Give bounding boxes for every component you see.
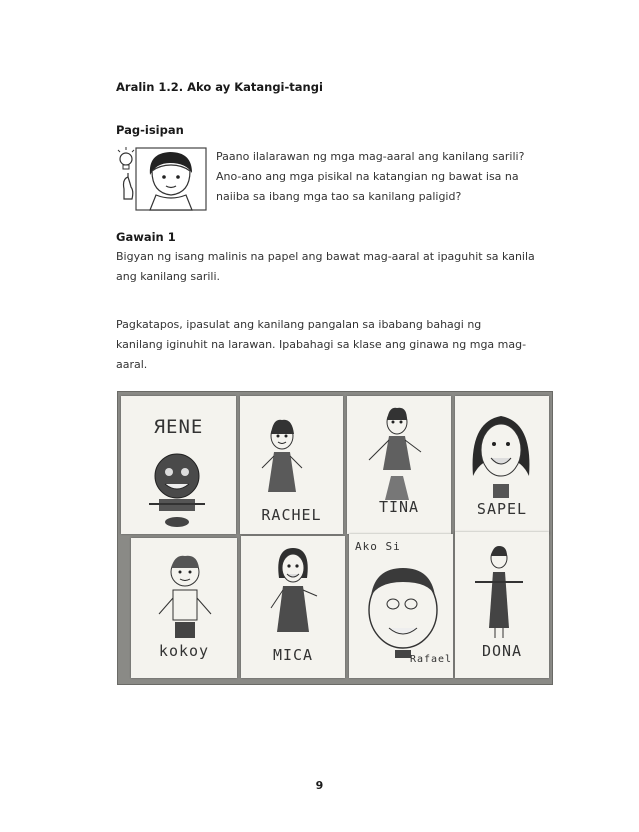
drawing-sapel: [455, 396, 549, 534]
drawing-rene: [121, 396, 236, 534]
paragraph-line: Pagkatapos, ipasulat ang kanilang pangalan sa ibabang bahagi ng: [116, 318, 482, 331]
think-heading: Pag-isipan: [116, 123, 184, 137]
drawing-dona: [455, 532, 549, 678]
drawing-name: RACHEL: [261, 506, 322, 524]
drawing-name: Rafael: [409, 654, 453, 665]
question-line: Paano ilalarawan ng mga mag-aaral ang kanilang sarili?: [216, 150, 525, 163]
drawing-tina: [347, 396, 451, 534]
paragraph-line: ang kanilang sarili.: [116, 270, 221, 283]
activity-heading: Gawain 1: [116, 230, 176, 244]
activity-instruction-2: [116, 315, 566, 375]
paragraph-line: Bigyan ng isang malinis na papel ang bawat mag-aaral at ipaguhit sa kanila: [116, 250, 535, 263]
drawing-name: MICA: [272, 646, 314, 664]
activity-instruction-1: [116, 247, 566, 287]
drawing-name: TINA: [378, 498, 420, 516]
question-line: Ano-ano ang mga pisikal na katangian ng bawat isa na: [216, 170, 519, 183]
page-number: 9: [315, 779, 324, 792]
drawing-name: DONA: [481, 642, 523, 660]
drawing-name: ЯENE: [153, 416, 204, 438]
drawing-caption: Ako Si: [355, 540, 401, 553]
reflection-questions: [216, 147, 566, 207]
question-line: naiiba sa ibang mga tao sa kanilang paligid?: [216, 190, 462, 203]
drawing-name: SAPEL: [476, 500, 528, 518]
drawing-rachel: [240, 396, 343, 534]
student-drawings-photo: [117, 391, 553, 685]
child-drawing-figure: [121, 396, 236, 534]
lesson-title: Aralin 1.2. Ako ay Katangi-tangi: [116, 80, 323, 94]
thinking-child-with-lightbulb-icon: [116, 147, 208, 211]
drawing-name: kokoy: [158, 642, 210, 660]
drawing-rafael: [349, 534, 453, 678]
drawing-mica: [241, 536, 345, 678]
paragraph-line: kanilang iginuhit na larawan. Ipabahagi sa klase ang ginawa ng mga mag-: [116, 338, 527, 351]
drawing-kokoy: [131, 538, 237, 678]
paragraph-line: aaral.: [116, 358, 148, 371]
